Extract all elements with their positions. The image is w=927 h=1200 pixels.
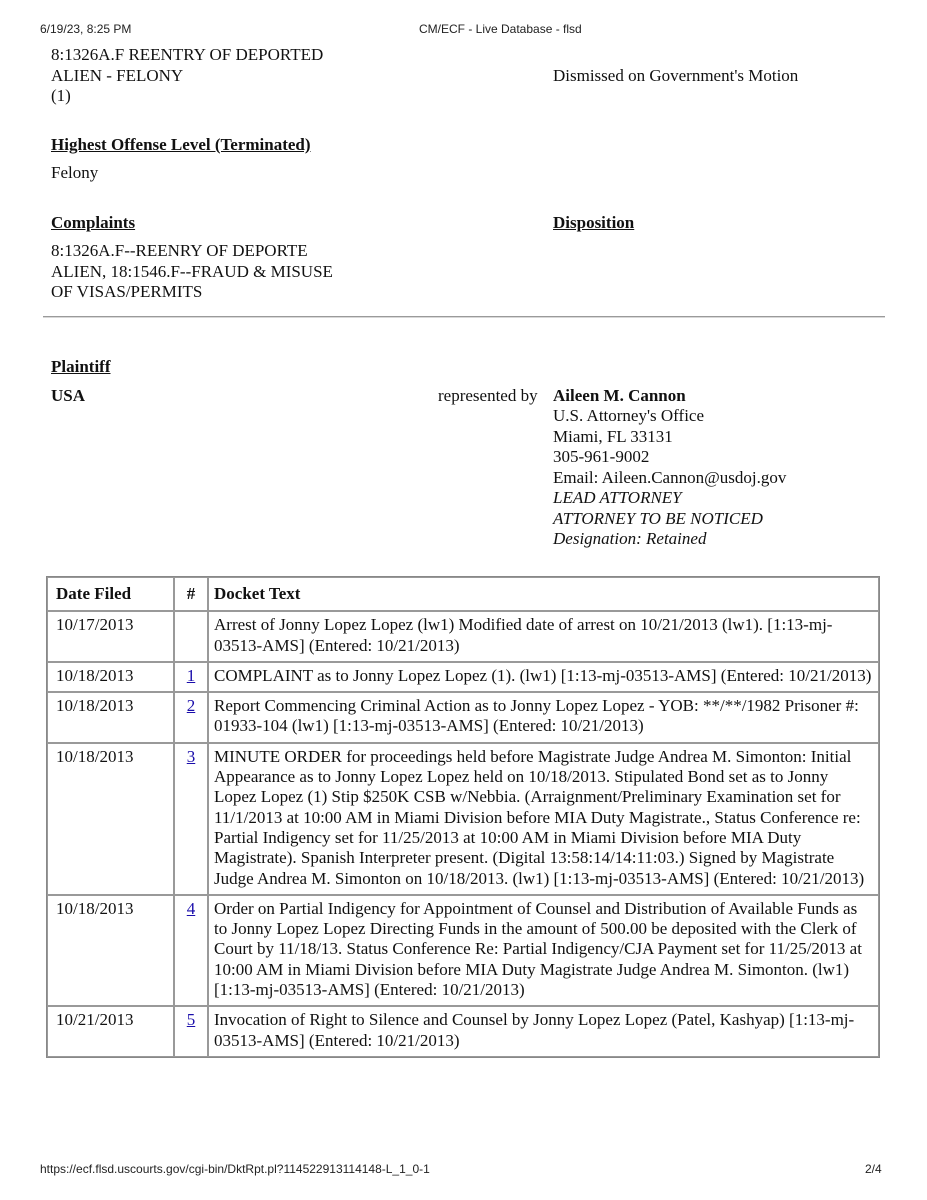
docket-text: MINUTE ORDER for proceedings held before Magistrate Judge Andrea M. Simonton: Initial Appearance as to Jonny Lopez Lopez held on 10/18/2013. Stipulated Bond set as to Jonny Lopez Lopez (1) Stip $250K CSB w/Nebbia. (Arraignment/Preliminary Examination set for 11/1/2013 at 10:00 AM in Miami Division before MIA Duty Magistrate., Status Conference re: Partial Indigency set for 11/25/2013 at 10:00 AM in Miami Division before MIA Duty Magistrate). Spanish Interpreter present. (Digital 13:58:14/14:11:03.) Signed by Magistrate Judge Andrea M. Simonton on 10/18/2013. (lw1) [1:13-mj-03513-AMS] (Entered: 10/21/2013) [208, 743, 879, 895]
print-datetime: 6/19/23, 8:25 PM [40, 22, 132, 36]
col-date-filed: Date Filed [47, 577, 174, 611]
docket-text: Order on Partial Indigency for Appointment of Counsel and Distribution of Available Funds as to Jonny Lopez Lopez Directing Funds in the amount of 500.00 be deposited with the Clerk of Court by 11/18/13. Status Conference Re: Partial Indigency/CJA Payment set for 11/25/2013 at 10:00 AM in Miami Division before MIA Duty Magistrate Judge Andrea M. Simonton. (lw1) [1:13-mj-03513-AMS] (Entered: 10/21/2013) [208, 895, 879, 1006]
docket-text: Arrest of Jonny Lopez Lopez (lw1) Modified date of arrest on 10/21/2013 (lw1). [1:13-mj-03513-AMS] (Entered: 10/21/2013) [208, 611, 879, 662]
complaints-text: 8:1326A.F--REENRY OF DEPORTE ALIEN, 18:1546.F--FRAUD & MISUSE OF VISAS/PERMITS [51, 241, 333, 301]
docket-text: Report Commencing Criminal Action as to Jonny Lopez Lopez - YOB: **/**/1982 Prisoner #: 01933-104 (lw1) [1:13-mj-03513-AMS] (Entered: 10/21/2013) [208, 692, 879, 743]
attorney-name: Aileen M. Cannon [553, 386, 686, 405]
docket-number [174, 611, 208, 662]
docket-row [47, 895, 879, 1006]
print-page-title: CM/ECF - Live Database - flsd [419, 22, 582, 36]
print-page-number: 2/4 [865, 1162, 882, 1176]
docket-number [174, 692, 208, 743]
col-docket-text: Docket Text [208, 577, 879, 611]
docket-text: Invocation of Right to Silence and Counsel by Jonny Lopez Lopez (Patel, Kashyap) [1:13-mj-03513-AMS] (Entered: 10/21/2013) [208, 1006, 879, 1057]
docket-date: 10/18/2013 [47, 743, 174, 895]
document-link[interactable]: 4 [186, 898, 196, 918]
represented-by-label: represented by [438, 386, 538, 405]
plaintiff-heading: Plaintiff [51, 357, 111, 376]
document-link[interactable]: 3 [186, 746, 196, 766]
document-link[interactable]: 5 [186, 1010, 196, 1030]
count-disposition: Dismissed on Government's Motion [553, 66, 799, 85]
disposition-heading: Disposition [553, 213, 635, 232]
highest-offense-value: Felony [51, 163, 99, 182]
highest-offense-heading: Highest Offense Level (Terminated) [51, 135, 311, 154]
docket-number [174, 895, 208, 1006]
docket-row [47, 743, 879, 895]
docket-row [47, 692, 879, 743]
count-offense: 8:1326A.F REENTRY OF DEPORTED ALIEN - FELONY (1) [51, 45, 324, 105]
docket-row [47, 662, 879, 692]
docket-table [46, 576, 880, 1058]
docket-date: 10/18/2013 [47, 662, 174, 692]
docket-number [174, 743, 208, 895]
docket-header-row [47, 577, 879, 611]
plaintiff-name: USA [51, 386, 86, 405]
attorney-roles: LEAD ATTORNEY ATTORNEY TO BE NOTICED Designation: Retained [553, 488, 763, 548]
col-number: # [174, 577, 208, 611]
attorney-address: U.S. Attorney's Office Miami, FL 33131 305-961-9002 Email: Aileen.Cannon@usdoj.gov [553, 406, 787, 487]
document-link[interactable]: 2 [186, 696, 196, 716]
docket-date: 10/18/2013 [47, 895, 174, 1006]
docket-row [47, 611, 879, 662]
docket-date: 10/21/2013 [47, 1006, 174, 1057]
docket-date: 10/17/2013 [47, 611, 174, 662]
docket-row [47, 1006, 879, 1057]
complaints-heading: Complaints [51, 213, 136, 232]
docket-number [174, 1006, 208, 1057]
document-link[interactable]: 1 [186, 665, 196, 685]
section-divider [43, 316, 885, 318]
docket-date: 10/18/2013 [47, 692, 174, 743]
print-url: https://ecf.flsd.uscourts.gov/cgi-bin/DktRpt.pl?114522913114148-L_1_0-1 [40, 1162, 430, 1176]
docket-number [174, 662, 208, 692]
docket-text: COMPLAINT as to Jonny Lopez Lopez (1). (lw1) [1:13-mj-03513-AMS] (Entered: 10/21/2013) [208, 662, 879, 692]
